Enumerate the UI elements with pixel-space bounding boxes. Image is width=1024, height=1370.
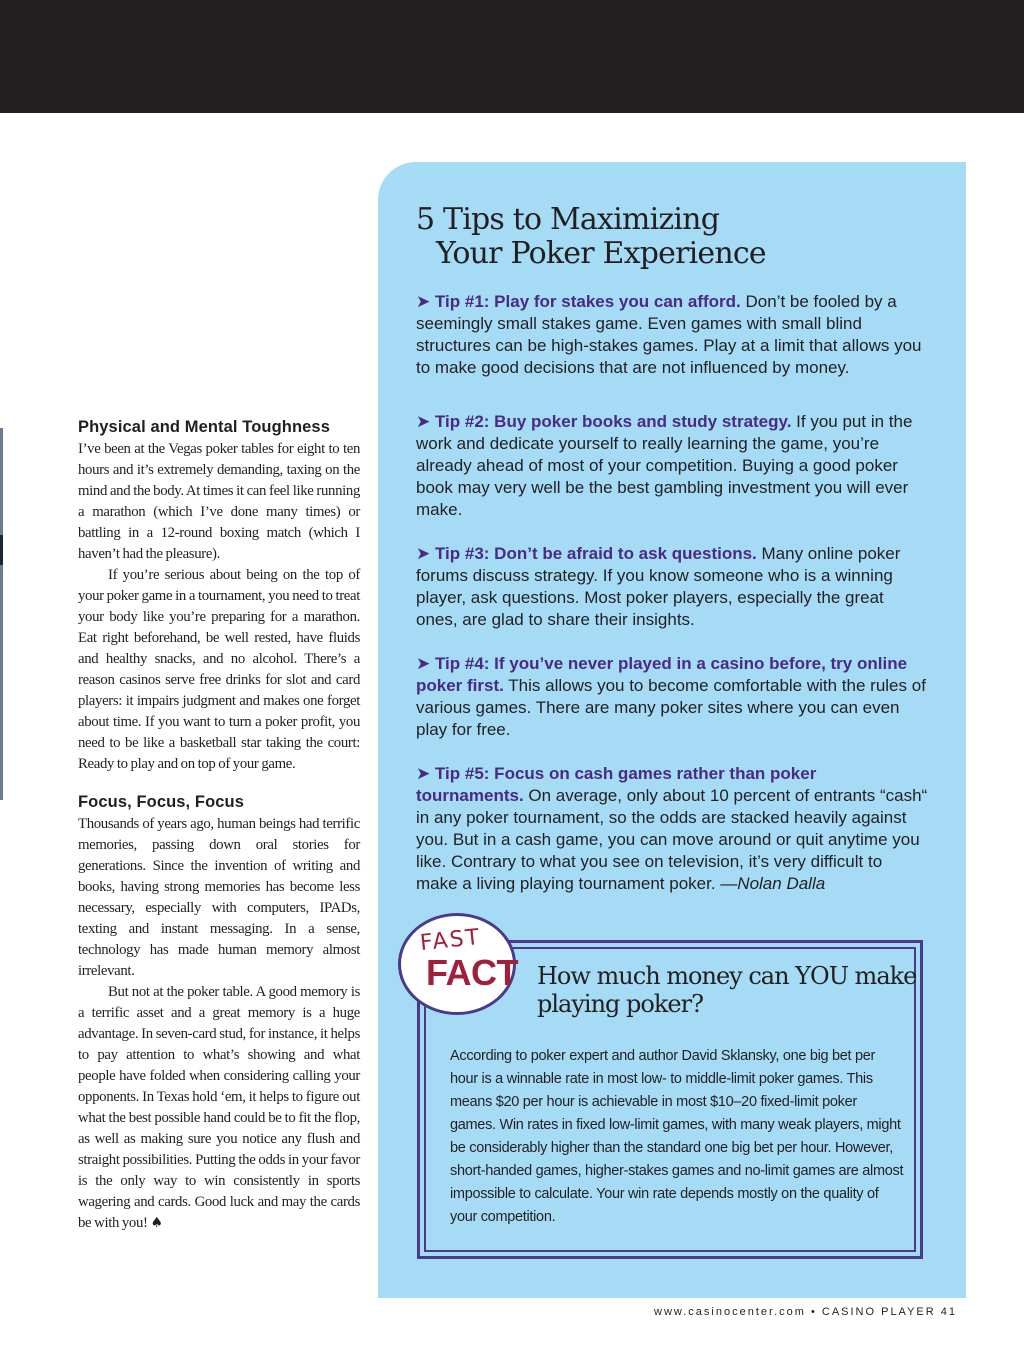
tip-body: If you put in the work and dedicate yourself to really learning the game, you’re already ahead of most of your competition. Buying a good poker book may very well be the best gambling investment you will ever make.	[416, 412, 913, 519]
left-page-edge-dark	[0, 535, 3, 565]
tips-title	[416, 203, 956, 271]
arrow-icon: ➤	[416, 292, 431, 311]
paragraph: If you’re serious about being on the top of your poker game in a tournament, you need to treat your body like you’re preparing for a marathon. Eat right beforehand, be well rested, have fluids and healthy snacks, and no alcohol. There’s a reason casinos serve free drinks for slot and card players: it impairs judgment and makes one forget about time. If you want to turn a poker profit, you need to be like a basketball star taking the court: Ready to play and on top of your game.	[78, 567, 360, 772]
fast-fact-body: According to poker expert and author David Sklansky, one big bet per hour is a winnable rate in most low- to middle-limit poker games. This means $20 per hour is achievable in most $10–20 fixed-limit poker games. Win rates in fixed low-limit games, with many weak players, might be considerably higher than the standard one big bet per hour. However, short-handed games, higher-stakes games and no-limit games are almost impossible to calculate. Your win rate depends mostly on the quality of your competition.	[450, 1048, 904, 1225]
tip-heading: Tip #5: Focus on cash games rather than poker tournaments.	[416, 764, 817, 805]
paragraph-text: But not at the poker table. A good memory is a terrific asset and a great memory is a huge advantage. In seven-card stud, for instance, it helps to pay attention to what’s showing and what people have folded when considering calling your opponents. In Texas hold ‘em, it helps to figure out what the best possible hand could be to fit the flop, as well as making sure you notice any flush and straight possibilities. Putting the odds in your favor is the only way to win consistently in sports wagering and cards. Good luck and may the cards be with you!	[78, 984, 360, 1231]
tip-item	[416, 653, 928, 741]
tip-heading: Tip #3: Don’t be afraid to ask questions.	[434, 544, 757, 563]
paragraph	[78, 982, 360, 1234]
tip-item	[416, 763, 928, 895]
tip-heading: Tip #4: If you’ve never played in a casino before, try online poker first.	[416, 654, 908, 695]
arrow-icon: ➤	[416, 412, 431, 431]
tip-body: On average, only about 10 percent of entrants “cash“ in any poker tournament, so the odds are stacked heavily against you. But in a cash game, you can move around or quit anytime you like. Contrary to what you see on television, it’s very difficult to make a living playing tournament poker.	[416, 786, 928, 893]
left-page-edge	[0, 428, 3, 800]
tip-heading: Tip #2: Buy poker books and study strategy.	[434, 412, 792, 431]
fast-fact-badge-top: FAST	[418, 924, 483, 957]
fast-fact-question: How much money can YOU make playing poker?	[537, 962, 917, 1018]
tips-list	[416, 291, 928, 917]
tip-item	[416, 543, 928, 631]
spade-end-mark: ♠	[150, 1215, 163, 1231]
fast-fact-badge-bottom: FACT	[426, 952, 518, 993]
tip-item	[416, 291, 928, 379]
tip-body: Many online poker forums discuss strategy. If you know someone who is a winning player, ask questions. Most poker players, especially the great ones, are glad to share their insights.	[416, 544, 901, 629]
tip-body: Don’t be fooled by a seemingly small stakes game. Even games with small blind structures can be high-stakes games. Play at a limit that allows you to make good decisions that are not influenced by money.	[416, 292, 922, 377]
page-footer: www.casinocenter.com • CASINO PLAYER 41	[654, 1306, 957, 1318]
top-black-bar	[0, 0, 1024, 113]
tip-item	[416, 411, 928, 521]
paragraph: I’ve been at the Vegas poker tables for eight to ten hours and it’s extremely demanding, taxing on the mind and the body. At times it can feel like running a marathon (which I’ve done many times) or battling in a 12-round boxing match (which I haven’t had the pleasure).	[78, 441, 360, 562]
arrow-icon: ➤	[416, 544, 431, 563]
section-heading-toughness: Physical and Mental Toughness	[78, 418, 330, 436]
tips-title-line1: 5 Tips to Maximizing	[416, 202, 720, 237]
arrow-icon: ➤	[416, 764, 431, 783]
spacer	[78, 775, 360, 793]
tips-title-line2: Your Poker Experience	[436, 236, 766, 271]
section-heading-focus: Focus, Focus, Focus	[78, 793, 245, 811]
attribution: —Nolan Dalla	[720, 874, 826, 893]
paragraph: Thousands of years ago, human beings had terrific memories, passing down oral stories for generations. Since the invention of writing and books, having strong memories has become less necessary, especially with computers, IPADs, texting and instant messaging. In a sense, technology has made human memory almost irrelevant.	[78, 816, 360, 979]
tip-heading: Tip #1: Play for stakes you can afford.	[434, 292, 741, 311]
tip-body: This allows you to become comfortable with the rules of various games. There are many poker sites where you can even play for free.	[416, 676, 926, 739]
article-column	[78, 418, 360, 1234]
arrow-icon: ➤	[416, 654, 431, 673]
